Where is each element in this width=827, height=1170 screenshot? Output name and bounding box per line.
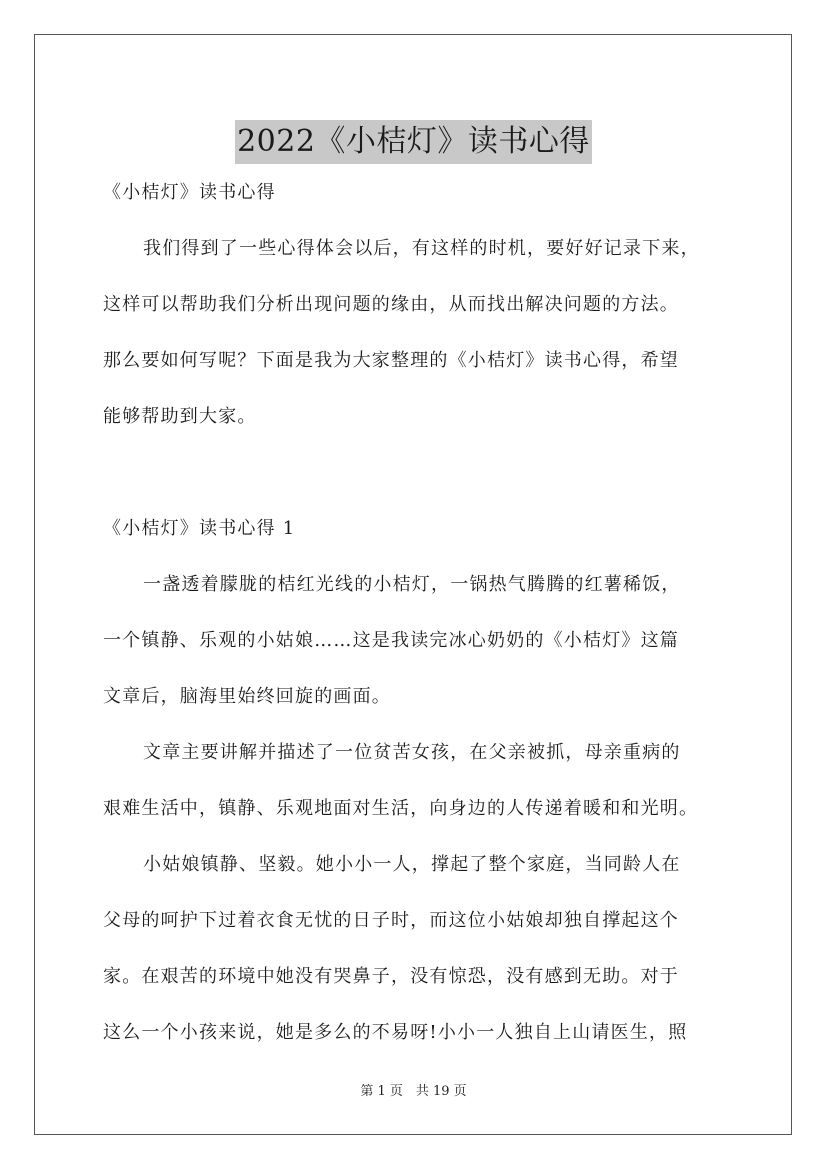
body-text-line: 文章主要讲解并描述了一位贫苦女孩，在父亲被抓，母亲重病的 xyxy=(143,742,681,763)
body-text-line: 文章后，脑海里始终回旋的画面。 xyxy=(103,686,391,707)
body-text-line: 一个镇静、乐观的小姑娘……这是我读完冰心奶奶的《小桔灯》这篇 xyxy=(103,630,679,651)
blank-line xyxy=(103,445,743,501)
body-text-line: 《小桔灯》读书心得 xyxy=(103,182,276,203)
page-number: 第 1 页 共 19 页 xyxy=(360,1084,467,1099)
body-text-line: 那么要如何写呢？下面是我为大家整理的《小桔灯》读书心得，希望 xyxy=(103,350,679,371)
document-body xyxy=(103,165,743,1061)
page-footer xyxy=(0,1083,827,1101)
body-text-line: 家。在艰苦的环境中她没有哭鼻子，没有惊恐，没有感到无助。对于 xyxy=(103,966,679,987)
body-text-line: 《小桔灯》读书心得 1 xyxy=(103,518,296,539)
document-title: 2022《小桔灯》读书心得 xyxy=(235,120,592,164)
body-text-line: 这样可以帮助我们分析出现问题的缘由，从而找出解决问题的方法。 xyxy=(103,294,679,315)
body-text-line: 父母的呵护下过着衣食无忧的日子时，而这位小姑娘却独自撑起这个 xyxy=(103,910,679,931)
body-text-line: 一盏透着朦胧的桔红光线的小桔灯，一锅热气腾腾的红薯稀饭， xyxy=(143,574,681,595)
body-text-line: 这么一个小孩来说，她是多么的不易呀!小小一人独自上山请医生，照 xyxy=(103,1022,688,1043)
body-text-line: 小姑娘镇静、坚毅。她小小一人，撑起了整个家庭，当同龄人在 xyxy=(143,854,681,875)
body-text-line: 我们得到了一些心得体会以后，有这样的时机，要好好记录下来， xyxy=(143,238,700,259)
body-text-line: 艰难生活中，镇静、乐观地面对生活，向身边的人传递着暖和和光明。 xyxy=(103,798,699,819)
body-text-line: 能够帮助到大家。 xyxy=(103,406,257,427)
